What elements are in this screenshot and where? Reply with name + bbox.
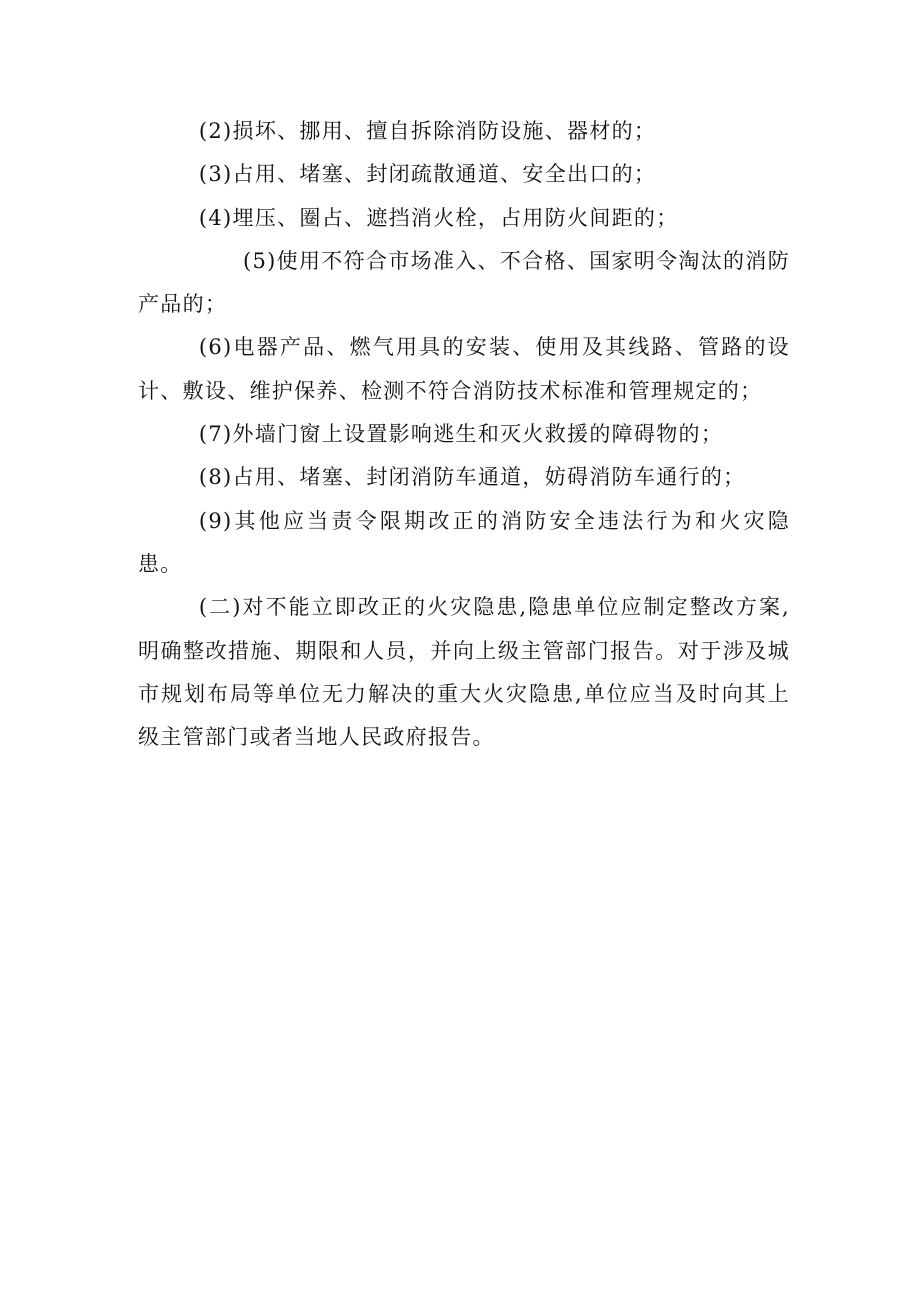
list-item-8: (8)占用、堵塞、封闭消防车通道，妨碍消防车通行的；: [198, 465, 746, 490]
section-two-paragraph: (二)对不能立即改正的火灾隐患,隐患单位应制定整改方案,明确整改措施、期限和人员，并向上级主管部门报告。对于涉及城市规划布局等单位无力解决的重大火灾隐患,单位应当及时向其上级主管部门或者当地人民政府报告。: [138, 595, 790, 750]
list-item-2: (2)损坏、挪用、擅自拆除消防设施、器材的；: [198, 119, 657, 143]
list-item-7: (7)外墙门窗上设置影响逃生和灭火救援的障碍物的；: [198, 422, 724, 447]
document-body: [138, 110, 790, 759]
list-item-6: (6)电器产品、燃气用具的安装、使用及其线路、管路的设计、敷设、维护保养、检测不符合消防技术标准和管理规定的；: [138, 335, 790, 403]
list-item-3: (3)占用、堵塞、封闭疏散通道、安全出口的；: [198, 162, 657, 187]
list-item-4: (4)埋压、圈占、遮挡消火栓，占用防火间距的；: [198, 205, 679, 230]
list-item-9: (9)其他应当责令限期改正的消防安全违法行为和火灾隐患。: [138, 508, 790, 576]
list-item-5: (5)使用不符合市场准入、不合格、国家明令淘汰的消防产品的；: [138, 248, 790, 317]
